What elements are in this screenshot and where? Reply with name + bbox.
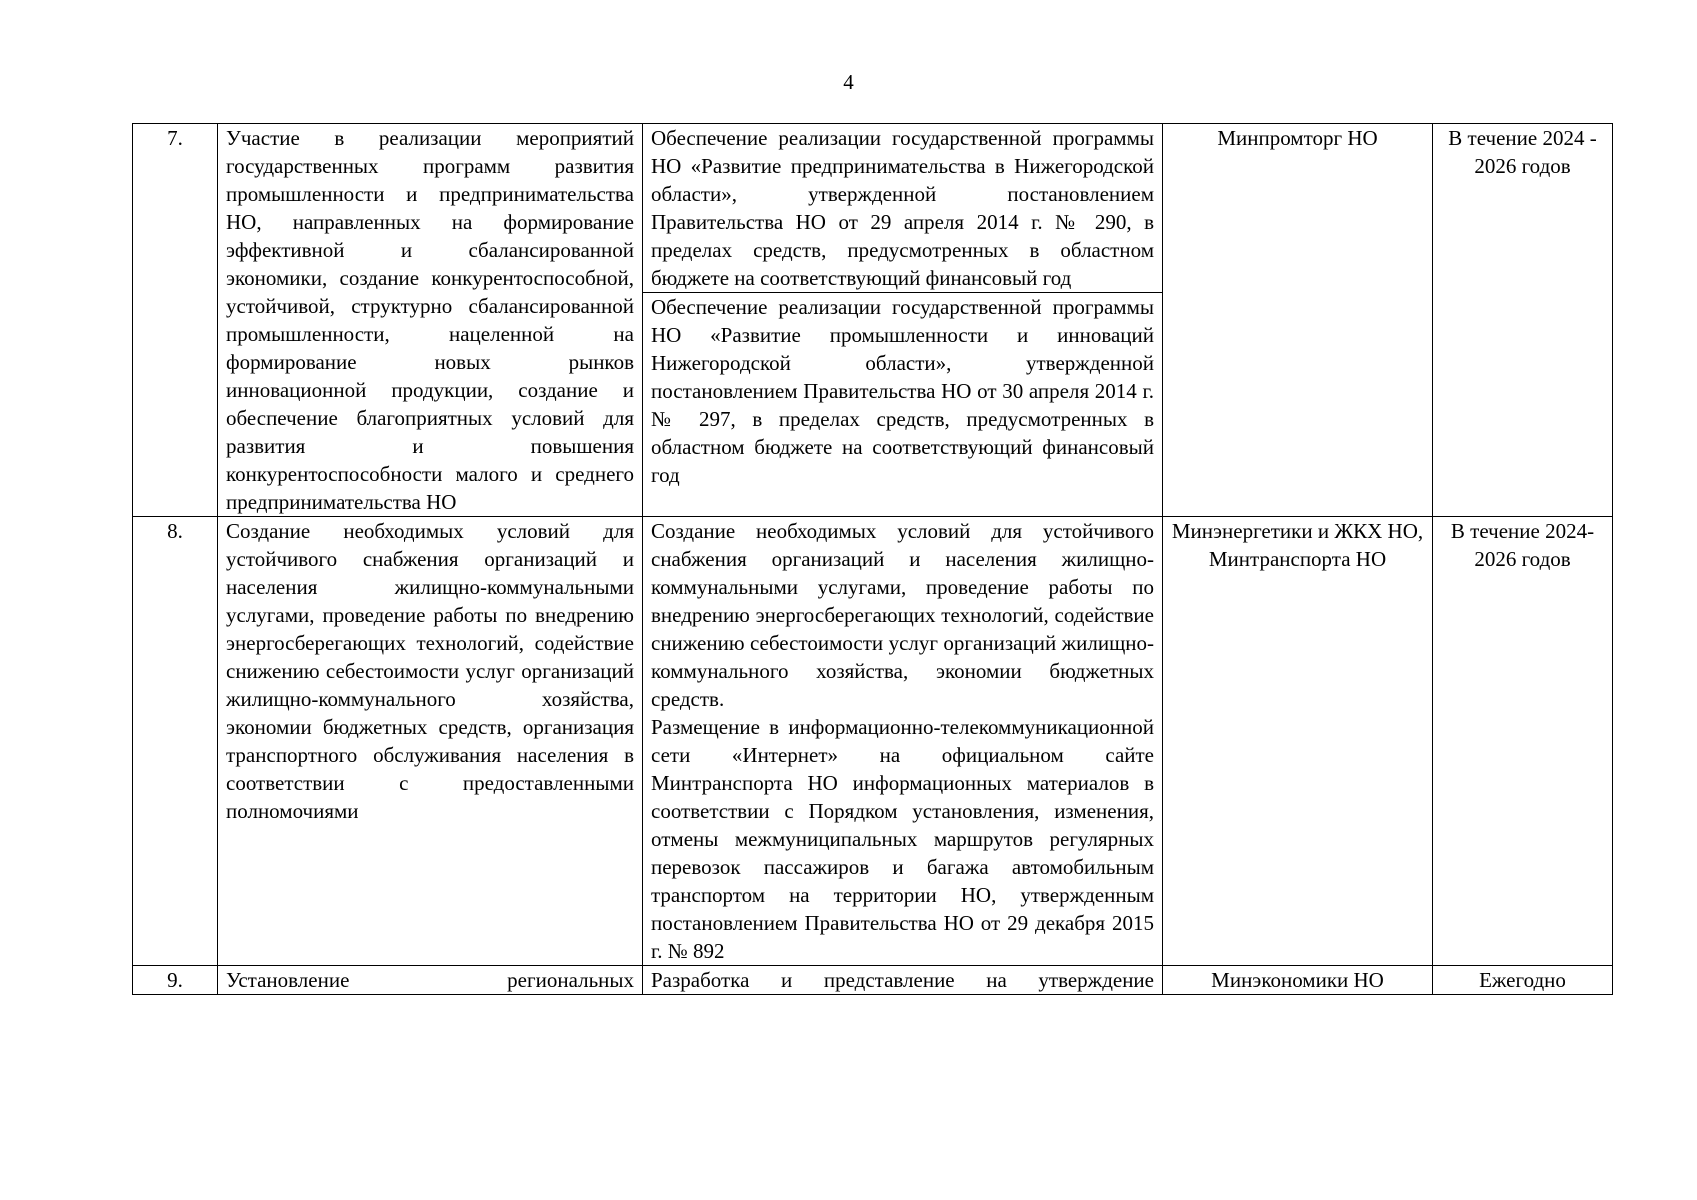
task-text: Установление региональных (226, 968, 634, 992)
row-number: 7. (133, 124, 218, 517)
task-cell: Участие в реализации мероприятий государственных программ развития промышленности и предпринимательства НО, направленных на формирование эффективной и сбалансированной экономики, создание конкурентоспособной, устойчивой, структурно сбалансированной промышленности, нацеленной на формирование новых рынков инновационной продукции, создание и обеспечение благоприятных условий для развития и повышения конкурентоспособности малого и среднего предпринимательства НО (218, 124, 643, 517)
responsible-cell: Минэнергетики и ЖКХ НО, Минтранспорта НО (1163, 517, 1433, 966)
table-row (133, 124, 1613, 517)
task-cell: Создание необходимых условий для устойчивого снабжения организаций и населения жилищно-коммунальными услугами, проведение работы по внедрению энергосберегающих технологий, содействие снижению себестоимости услуг организаций жилищно-коммунального хозяйства, экономии бюджетных средств, организация транспортного обслуживания населения в соответствии с предоставленными полномочиями (218, 517, 643, 966)
measure-item: Обеспечение реализации государственной программы НО «Развитие промышленности и инноваций Нижегородской области», утвержденной постановлением Правительства НО от 30 апреля 2014 г. № 297, в пределах средств, предусмотренных в областном бюджете на соответствующий финансовый год (643, 292, 1162, 489)
measures-cell (643, 124, 1163, 517)
measure-item: Создание необходимых условий для устойчивого снабжения организаций и населения жилищно-коммунальными услугами, проведение работы по внедрению энергосберегающих технологий, содействие снижению себестоимости услуг организаций жилищно-коммунального хозяйства, экономии бюджетных средств. (651, 519, 1154, 711)
row-number: 9. (133, 966, 218, 995)
measure-item: Разработка и представление на утверждение (651, 968, 1154, 992)
table-row (133, 517, 1613, 966)
measure-item: Размещение в информационно-телекоммуникационной сети «Интернет» на официальном сайте Минтранспорта НО информационных материалов в соответствии с Порядком установления, изменения, отмены межмуниципальных маршрутов регулярных перевозок пассажиров и багажа автомобильным транспортом на территории НО, утвержденным постановлением Правительства НО от 29 декабря 2015 г. № 892 (651, 715, 1154, 963)
row-number: 8. (133, 517, 218, 966)
plan-table (132, 123, 1613, 995)
task-cell (218, 966, 643, 995)
measures-cell (643, 966, 1163, 995)
measure-item: Обеспечение реализации государственной программы НО «Развитие предпринимательства в Нижегородской области», утвержденной постановлением Правительства НО от 29 апреля 2014 г. № 290, в пределах средств, предусмотренных в областном бюджете на соответствующий финансовый год (651, 126, 1154, 290)
deadline-cell: В течение 2024-2026 годов (1433, 517, 1613, 966)
deadline-cell: В течение 2024 - 2026 годов (1433, 124, 1613, 517)
measures-cell (643, 517, 1163, 966)
responsible-cell: Минэкономики НО (1163, 966, 1433, 995)
page-number: 4 (843, 70, 854, 94)
table-row (133, 966, 1613, 995)
responsible-cell: Минпромторг НО (1163, 124, 1433, 517)
deadline-cell: Ежегодно (1433, 966, 1613, 995)
